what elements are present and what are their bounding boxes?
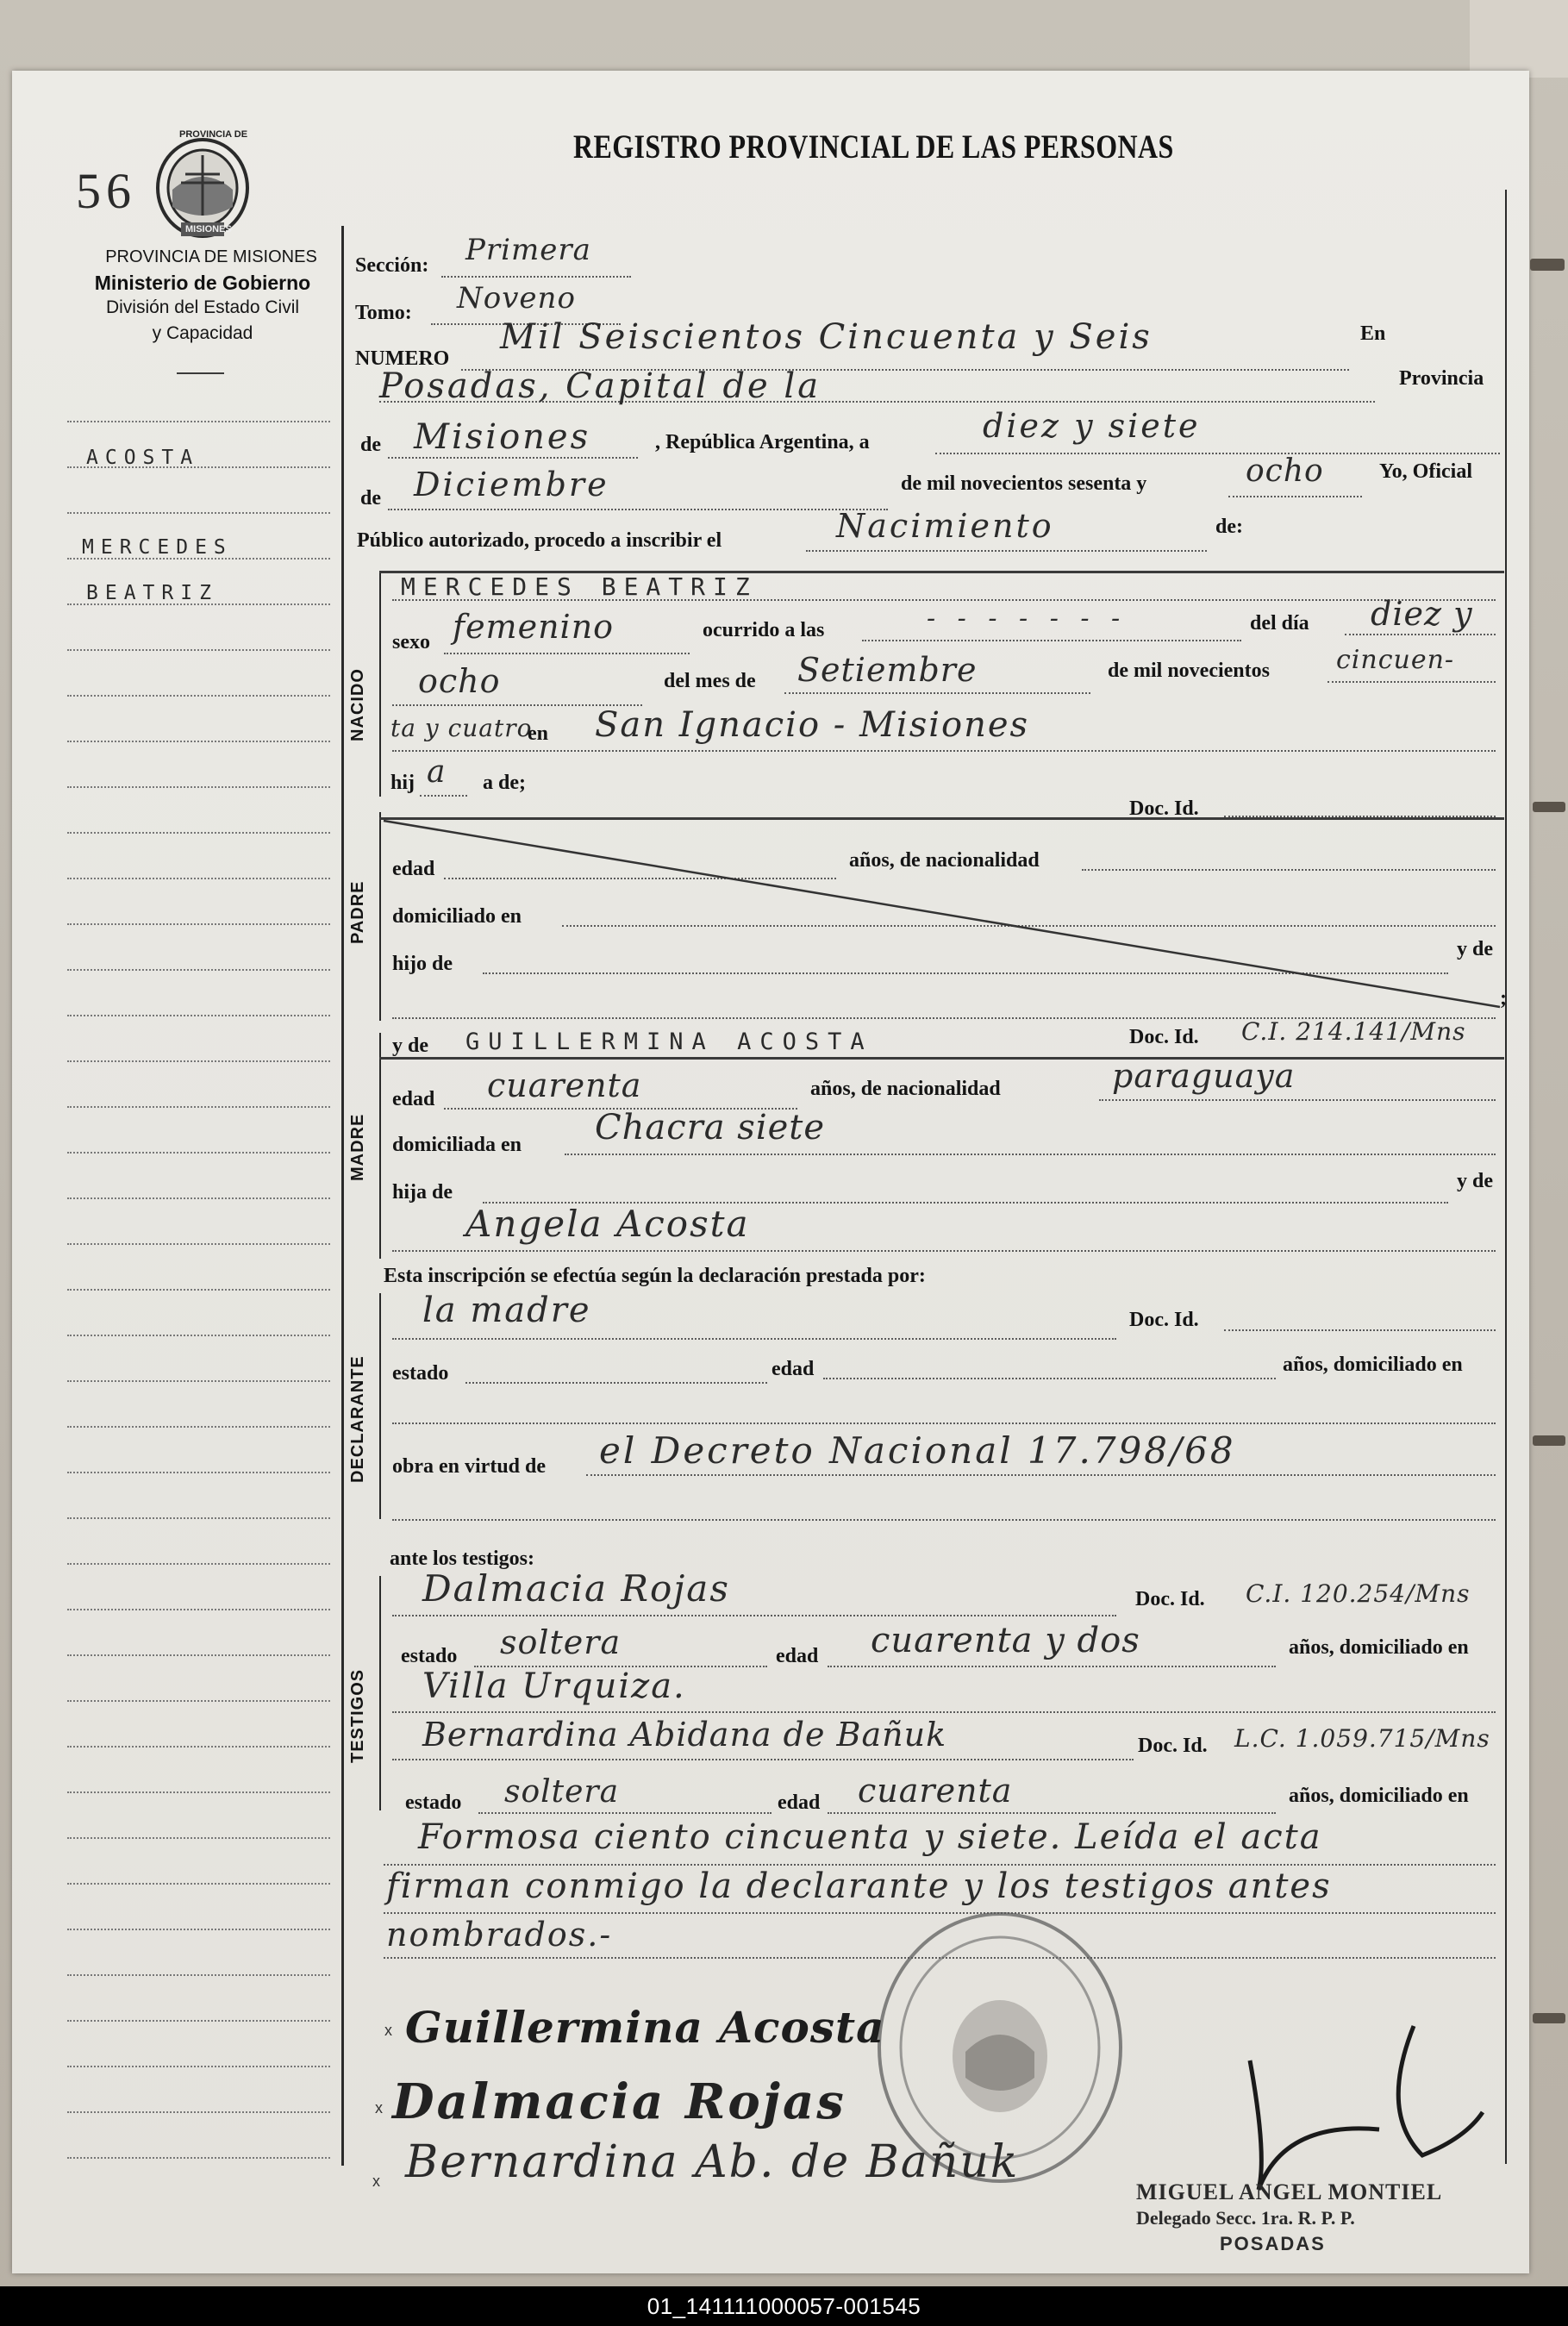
line-lugar-nac <box>392 750 1496 752</box>
line-testigo2 <box>392 1759 1134 1760</box>
label-hija-de: hija de <box>392 1181 453 1204</box>
org-line-3: División del Estado Civil <box>105 297 300 317</box>
margin-ruled-line <box>67 1883 330 1885</box>
label-edad-decl: edad <box>772 1358 815 1380</box>
label-obra: obra en virtud de <box>392 1455 547 1478</box>
line-doc-decl <box>1224 1329 1496 1331</box>
label-mil-sesenta: de mil novecientos sesenta y <box>901 472 1147 495</box>
label-hijo-de: hijo de <box>392 953 453 975</box>
field-abuela: Angela Acosta <box>465 1203 750 1245</box>
signature-2: Dalmacia Rojas <box>392 2073 846 2130</box>
image-filename-label: 01_141111000057-001545 <box>647 2293 921 2319</box>
madre-top-rule <box>379 1057 1504 1060</box>
line-acto <box>806 550 1207 552</box>
margin-ruled-line <box>67 1700 330 1702</box>
margin-ruled-line <box>67 2111 330 2113</box>
label-nac-madre: años, de nacionalidad <box>810 1078 1001 1100</box>
field-nombre: MERCEDES BEATRIZ <box>401 572 758 601</box>
field-lugar-nac: San Ignacio - Misiones <box>595 705 1030 745</box>
sig-mark-1: x <box>384 2022 392 2039</box>
madre-bracket <box>379 1033 381 1259</box>
field-madre-domicilio: Chacra siete <box>595 1108 826 1147</box>
label-anos-dom-t1: años, domiciliado en <box>1289 1636 1469 1659</box>
label-ante-testigos: ante los testigos: <box>390 1548 534 1570</box>
sig-mark-3: x <box>372 2173 380 2190</box>
margin-ruled-line <box>67 1791 330 1793</box>
field-testigo2-estado: soltera <box>504 1774 620 1810</box>
margin-ruled-line <box>67 969 330 971</box>
field-numero: Mil Seiscientos Cincuenta y Seis <box>500 317 1153 357</box>
field-madre-edad: cuarenta <box>487 1066 642 1104</box>
line-mes-nac <box>784 692 1090 694</box>
field-anio: ocho <box>1246 453 1324 489</box>
margin-ruled-line <box>67 1335 330 1336</box>
field-lugar: Posadas, Capital de la <box>379 366 821 406</box>
label-doc-id-padre: Doc. Id. <box>1129 797 1199 820</box>
label-y-de-madre-2: y de <box>1457 1170 1493 1192</box>
label-nac-padre: años, de nacionalidad <box>849 849 1040 872</box>
binding-staple <box>1533 802 1565 812</box>
margin-ruled-line <box>67 1289 330 1291</box>
margin-ruled-line <box>67 695 330 697</box>
label-hij: hij <box>390 772 415 794</box>
margin-ruled-line <box>67 1197 330 1199</box>
signature-1: Guillermina Acosta <box>405 2002 885 2053</box>
margin-surname: ACOSTA <box>86 447 200 469</box>
field-anio-nac-1: cincuen- <box>1336 645 1455 675</box>
margin-ruled-line <box>67 1243 330 1245</box>
margin-ruled-line <box>67 2157 330 2159</box>
field-mes: Diciembre <box>414 466 609 503</box>
section-madre: MADRE <box>348 1113 367 1181</box>
field-madre-doc: C.I. 214.141/Mns <box>1241 1017 1466 1046</box>
line-declarante <box>392 1338 1116 1340</box>
label-del-mes: del mes de <box>664 670 756 692</box>
margin-ruled-line <box>67 1472 330 1473</box>
line-estado-decl <box>465 1382 767 1384</box>
margin-ruled-line <box>67 2066 330 2067</box>
label-domiciliada: domiciliada en <box>392 1134 522 1156</box>
margin-ruled-line <box>67 421 330 422</box>
label-numero: NUMERO <box>355 347 450 370</box>
line-nac-madre <box>1099 1099 1496 1101</box>
field-madre-nombre: GUILLERMINA ACOSTA <box>465 1029 873 1055</box>
seal-text-bottom: MISIONES <box>185 224 232 234</box>
margin-given-name-1: MERCEDES <box>82 536 233 559</box>
field-testigo1-domicilio: Villa Urquiza. <box>422 1666 686 1706</box>
line-seccion <box>441 276 631 278</box>
margin-ruled-line <box>67 786 330 788</box>
margin-ruled-line <box>67 832 330 834</box>
label-estado-t2: estado <box>405 1791 462 1814</box>
label-del-dia: del día <box>1250 612 1309 635</box>
field-testigo2-doc: L.C. 1.059.715/Mns <box>1234 1724 1490 1753</box>
org-rule <box>177 372 224 374</box>
label-doc-id-t1: Doc. Id. <box>1135 1588 1205 1610</box>
field-testigo1-estado: soltera <box>500 1623 622 1661</box>
margin-ruled-line <box>67 2020 330 2022</box>
margin-ruled-line <box>67 1609 330 1610</box>
label-de-2: de <box>360 487 381 510</box>
label-republica: , República Argentina, a <box>655 431 870 453</box>
org-line-4: y Capacidad <box>152 323 253 343</box>
field-testigo2-edad: cuarenta <box>858 1772 1013 1810</box>
field-madre-nacionalidad: paraguaya <box>1112 1057 1296 1095</box>
line-estado-t2 <box>478 1812 772 1814</box>
line-decreto <box>586 1474 1496 1476</box>
section-testigos: TESTIGOS <box>348 1668 367 1763</box>
label-inscripcion: Esta inscripción se efectúa según la declaración prestada por: <box>384 1265 926 1287</box>
label-edad-madre: edad <box>392 1088 435 1110</box>
margin-ruled-line <box>67 878 330 879</box>
field-closing-3: nombrados.- <box>386 1916 613 1954</box>
margin-ruled-line <box>67 1106 330 1108</box>
page-title: REGISTRO PROVINCIAL DE LAS PERSONAS <box>573 128 1174 166</box>
field-sexo: femenino <box>453 608 615 646</box>
label-doc-id-t2: Doc. Id. <box>1138 1735 1208 1757</box>
org-line-2: Ministerio de Gobierno <box>94 272 311 294</box>
line-provincia <box>388 457 638 459</box>
binding-staple <box>1530 259 1565 271</box>
field-closing-1: Formosa ciento cincuenta y siete. Leída el acta <box>418 1817 1322 1857</box>
margin-ruled-line <box>67 1015 330 1016</box>
line-anio <box>1228 496 1362 497</box>
margin-ruled-line <box>67 649 330 651</box>
line-edad-t1 <box>828 1666 1276 1667</box>
label-domiciliado-padre: domiciliado en <box>392 905 522 928</box>
label-y-de-padre: y de <box>1457 938 1493 960</box>
label-estado-decl: estado <box>392 1362 449 1385</box>
line-dia <box>935 453 1500 454</box>
label-mil-novecientos: de mil novecientos <box>1108 660 1270 682</box>
binding-staple <box>1533 1435 1565 1446</box>
field-decreto: el Decreto Nacional 17.798/68 <box>599 1429 1236 1472</box>
field-testigo1: Dalmacia Rojas <box>422 1567 730 1610</box>
label-y-de-madre: y de <box>392 1035 428 1057</box>
label-sexo: sexo <box>392 631 430 653</box>
field-tomo: Noveno <box>457 281 576 316</box>
margin-separator <box>341 226 344 2166</box>
field-testigo1-doc: C.I. 120.254/Mns <box>1246 1579 1471 1608</box>
label-doc-id-decl: Doc. Id. <box>1129 1309 1199 1331</box>
margin-ruled-line <box>67 1152 330 1154</box>
binding-staple <box>1533 2013 1565 2023</box>
label-de-colon: de: <box>1215 516 1243 538</box>
line-testigo1 <box>392 1615 1116 1616</box>
margin-ruled-line <box>67 1974 330 1976</box>
nacido-bracket <box>379 571 381 797</box>
field-dia-nac-2: ocho <box>418 662 501 700</box>
line-dom-t1 <box>392 1711 1496 1713</box>
field-acto: Nacimiento <box>836 507 1054 545</box>
margin-ruled-line <box>67 1426 330 1428</box>
label-yo-oficial: Yo, Oficial <box>1379 460 1472 483</box>
line-hora <box>862 640 1241 641</box>
line-mes <box>388 509 888 510</box>
field-hija-suffix: a <box>427 754 447 790</box>
margin-ruled-line <box>67 1563 330 1565</box>
section-nacido: NACIDO <box>348 668 367 741</box>
official-signature <box>1207 2017 1500 2198</box>
right-border <box>1505 190 1507 2164</box>
field-hora: - - - - - - - <box>927 603 1128 634</box>
field-declarante: la madre <box>422 1291 591 1330</box>
label-en-2: en <box>528 722 548 745</box>
seal-text-top: PROVINCIA DE <box>179 129 248 140</box>
field-closing-2: firman conmigo la declarante y los testigos antes <box>386 1866 1332 1906</box>
line-dom-decl <box>392 1422 1496 1424</box>
margin-given-name-2: BEATRIZ <box>86 582 218 604</box>
margin-ruled-line <box>67 1517 330 1519</box>
line-hij <box>420 795 467 797</box>
declarante-bracket <box>379 1293 381 1519</box>
official-name: MIGUEL ANGEL MONTIEL <box>1136 2179 1443 2204</box>
line-closing-1 <box>384 1864 1496 1866</box>
line-decl-end <box>392 1519 1496 1521</box>
line-abuela <box>392 1250 1496 1252</box>
label-estado-t1: estado <box>401 1645 458 1667</box>
org-line-1: PROVINCIA DE MISIONES <box>105 247 317 266</box>
line-edad-t2 <box>828 1812 1276 1814</box>
field-mes-nac: Setiembre <box>797 651 978 689</box>
label-en: En <box>1360 322 1386 345</box>
margin-ruled-line <box>67 1380 330 1382</box>
label-a-de: a de; <box>483 772 526 794</box>
label-publico: Público autorizado, procedo a inscribir el <box>357 529 722 552</box>
label-edad-t2: edad <box>778 1791 821 1814</box>
margin-ruled-line <box>67 1837 330 1839</box>
margin-ruled-line <box>67 1746 330 1748</box>
label-anos-dom-t2: años, domiciliado en <box>1289 1785 1469 1807</box>
label-tomo: Tomo: <box>355 302 412 324</box>
label-anos-dom-decl: años, domiciliado en <box>1283 1354 1463 1376</box>
testigos-bracket <box>379 1576 381 1810</box>
sig-mark-2: x <box>375 2099 383 2117</box>
section-padre: PADRE <box>348 880 367 944</box>
field-anio-nac-2: ta y cuatro <box>390 714 533 742</box>
section-declarante: DECLARANTE <box>348 1355 367 1483</box>
margin-ruled-line <box>67 923 330 925</box>
field-provincia: Misiones <box>414 417 591 457</box>
field-seccion: Primera <box>465 233 591 267</box>
label-edad-t1: edad <box>776 1645 819 1667</box>
margin-ruled-line <box>67 1060 330 1062</box>
label-seccion: Sección: <box>355 254 429 277</box>
margin-ruled-line <box>67 1654 330 1656</box>
label-doc-id-madre: Doc. Id. <box>1129 1026 1199 1048</box>
signature-3: Bernardina Ab. de Bañuk <box>405 2136 1020 2188</box>
line-anio-nac <box>1327 681 1496 683</box>
field-testigo1-edad: cuarenta y dos <box>871 1621 1140 1660</box>
label-edad-padre: edad <box>392 858 435 880</box>
label-ocurrido: ocurrido a las <box>703 619 825 641</box>
field-dia-nac-1: diez y <box>1371 595 1473 633</box>
line-sexo <box>444 653 690 654</box>
field-dia: diez y siete <box>983 407 1201 445</box>
margin-ruled-line <box>67 512 330 514</box>
line-edad-decl <box>823 1378 1276 1379</box>
padre-void-cross <box>379 817 1504 1024</box>
margin-ruled-line <box>67 741 330 742</box>
official-title: Delegado Secc. 1ra. R. P. P. <box>1136 2207 1355 2229</box>
label-semicolon: ; <box>1500 987 1507 1010</box>
margin-ruled-line <box>67 1929 330 1930</box>
label-provincia: Provincia <box>1399 367 1484 390</box>
binder-cover <box>1470 0 1568 78</box>
label-de: de <box>360 434 381 456</box>
field-testigo2: Bernardina Abidana de Bañuk <box>422 1716 947 1754</box>
official-city: POSADAS <box>1220 2233 1326 2254</box>
page-number: 56 <box>76 163 136 219</box>
line-domicilio-madre <box>565 1154 1496 1155</box>
line-dia-nac <box>1345 634 1496 635</box>
